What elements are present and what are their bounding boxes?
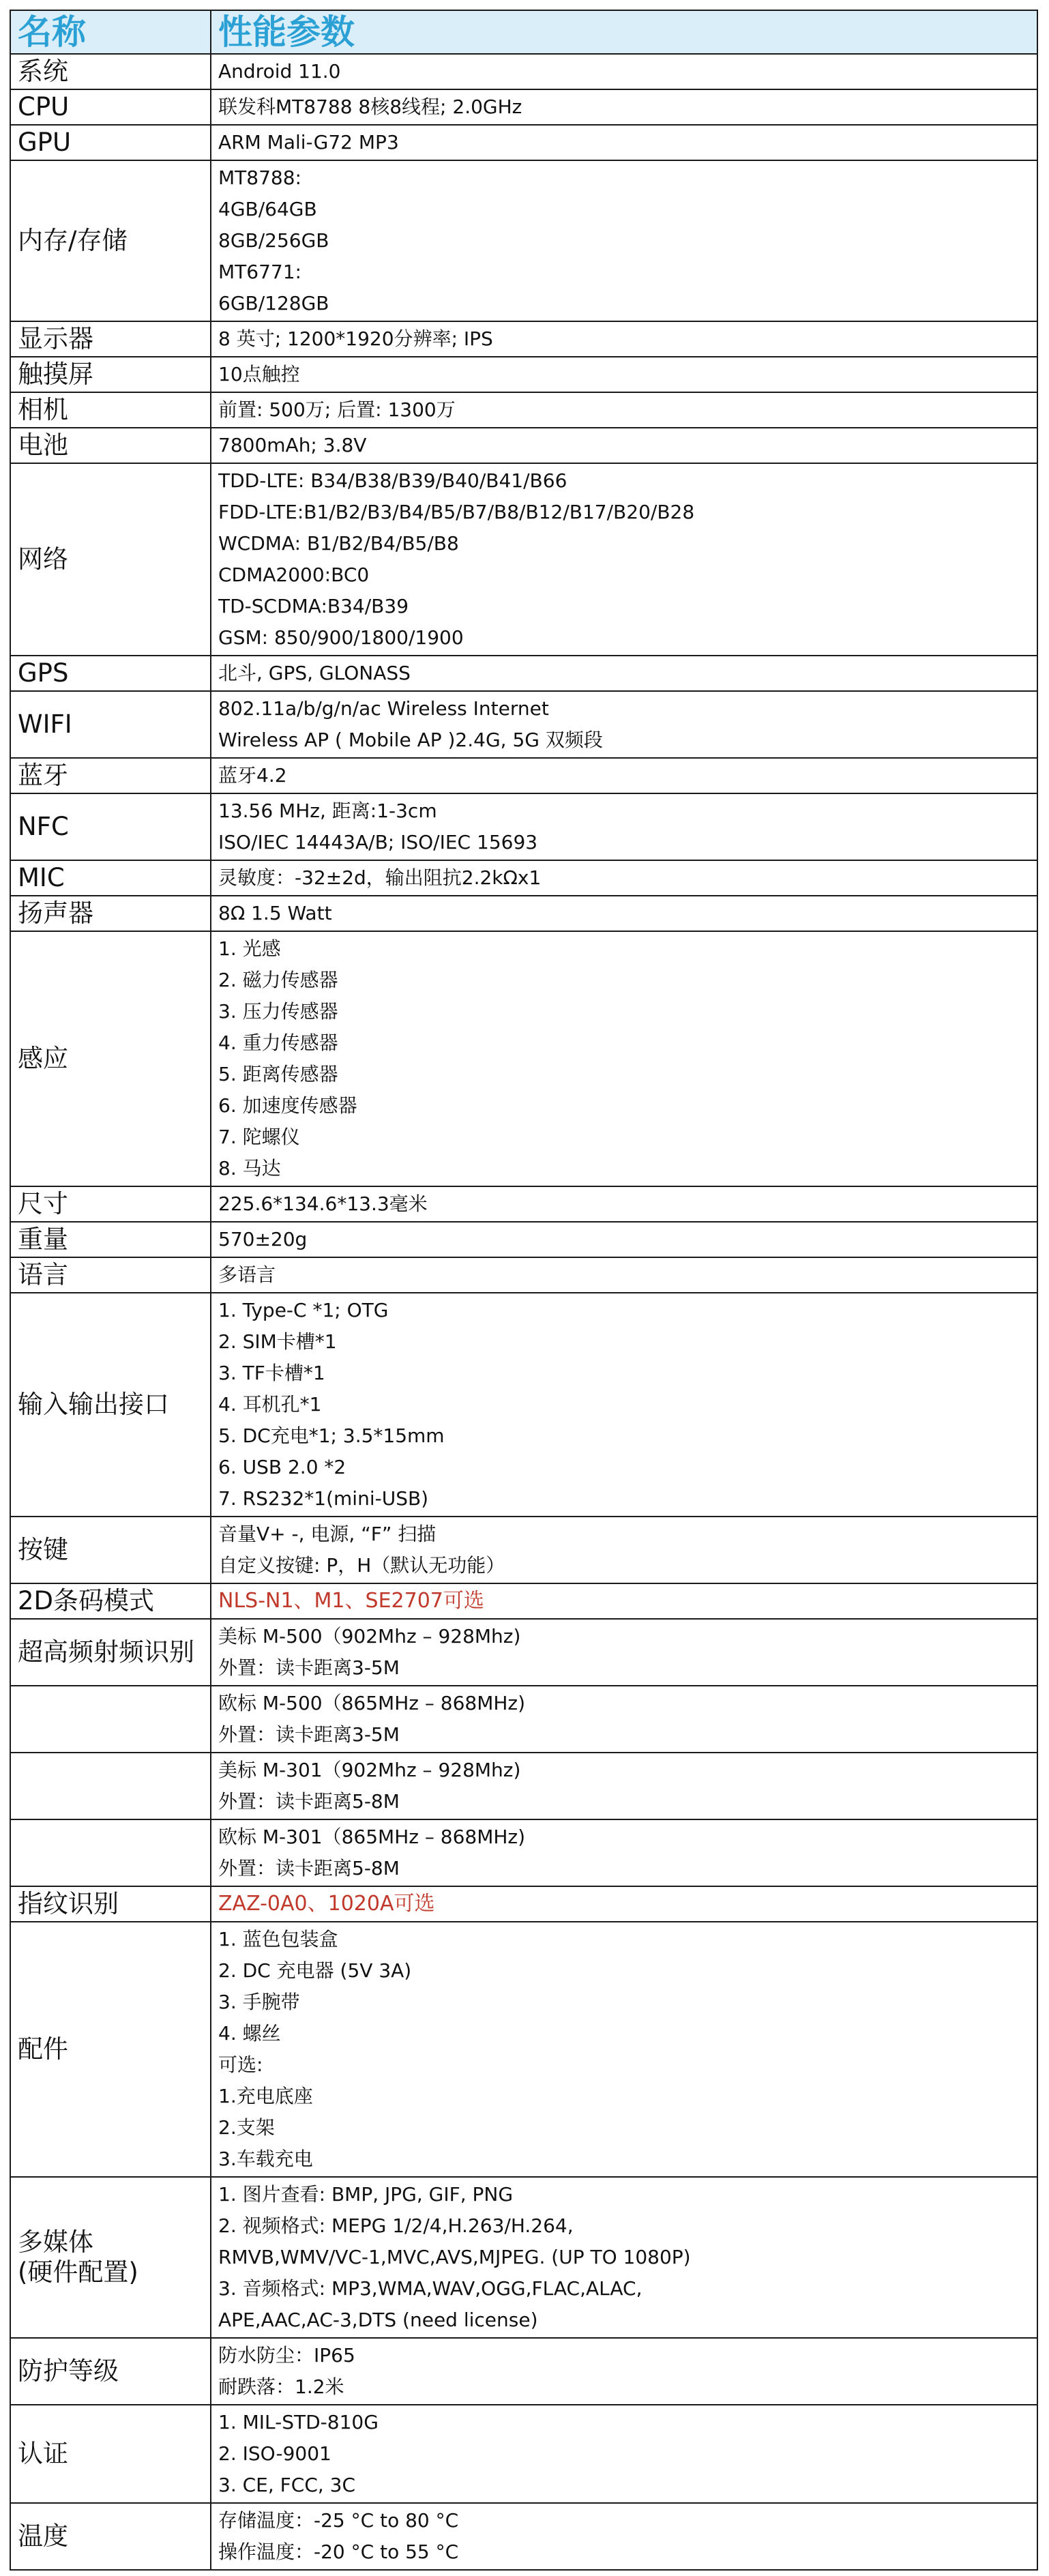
spec-name-cell: 系统 — [10, 54, 211, 89]
spec-value-cell — [211, 2338, 1037, 2405]
spec-value-cell — [211, 1619, 1037, 1686]
spec-name-cell: 语言 — [10, 1257, 211, 1293]
spec-value-line: 10点触控 — [218, 363, 300, 385]
spec-value-line: 3. 压力传感器 — [218, 1000, 338, 1023]
spec-value-line: RMVB,WMV/VC-1,MVC,AVS,MJPEG. (UP TO 1080P) — [218, 2246, 691, 2268]
spec-value-line: 8Ω 1.5 Watt — [218, 902, 332, 924]
spec-value-line: 2. 磁力传感器 — [218, 969, 338, 991]
table-row — [10, 463, 1037, 656]
table-row — [10, 1886, 1037, 1922]
spec-name-cell: 感应 — [10, 931, 211, 1186]
header-name-cell: 名称 — [10, 10, 211, 54]
spec-value-line: 多语言 — [218, 1263, 276, 1286]
spec-value-line: 3. TF卡槽*1 — [218, 1362, 325, 1384]
spec-value-line: CDMA2000:BC0 — [218, 564, 370, 586]
spec-value-line: Android 11.0 — [218, 60, 341, 83]
spec-value-line: 8 英寸; 1200*1920分辨率; IPS — [218, 327, 493, 350]
spec-value-line: 外置：读卡距离5-8M — [218, 1790, 400, 1813]
spec-name-cell — [10, 1819, 211, 1886]
table-row — [10, 758, 1037, 793]
spec-value-line: ZAZ-0A0、1020A可选 — [218, 1892, 435, 1916]
spec-value-cell — [211, 321, 1037, 357]
spec-name-cell: 防护等级 — [10, 2338, 211, 2405]
spec-name-cell: 扬声器 — [10, 896, 211, 931]
spec-name-cell: 输入输出接口 — [10, 1293, 211, 1517]
spec-value-line: 4. 耳机孔*1 — [218, 1393, 322, 1416]
table-row — [10, 428, 1037, 463]
spec-value-cell — [211, 1257, 1037, 1293]
spec-value-cell — [211, 1886, 1037, 1922]
table-row — [10, 1222, 1037, 1257]
spec-value-cell — [211, 2405, 1037, 2503]
spec-name-cell: 指纹识别 — [10, 1886, 211, 1922]
spec-value-line: 蓝牙4.2 — [218, 764, 287, 787]
spec-value-line: 570±20g — [218, 1228, 308, 1250]
spec-value-cell — [211, 392, 1037, 428]
spec-value-line: MT6771: — [218, 261, 301, 283]
spec-value-line: 外置：读卡距离5-8M — [218, 1857, 400, 1879]
spec-value-line: 7. RS232*1(mini-USB) — [218, 1487, 429, 1510]
spec-name-cell: 按键 — [10, 1517, 211, 1583]
table-row — [10, 691, 1037, 758]
spec-value-line: 音量V+ -, 电源, “F” 扫描 — [218, 1523, 437, 1545]
table-row — [10, 896, 1037, 931]
spec-name-cell: 2D条码模式 — [10, 1583, 211, 1619]
table-row — [10, 1922, 1037, 2177]
table-row — [10, 656, 1037, 691]
spec-value-line: 3. CE, FCC, 3C — [218, 2474, 356, 2496]
table-row — [10, 160, 1037, 321]
spec-value-line: 3. 音频格式: MP3,WMA,WAV,OGG,FLAC,ALAC, — [218, 2277, 642, 2300]
spec-value-line: 1. 图片查看: BMP, JPG, GIF, PNG — [218, 2183, 514, 2206]
spec-name-cell — [10, 1753, 211, 1819]
spec-name-cell: MIC — [10, 860, 211, 896]
spec-name-cell — [10, 1686, 211, 1753]
spec-value-line: 4. 螺丝 — [218, 2022, 281, 2045]
spec-value-line: 6. USB 2.0 *2 — [218, 1456, 346, 1478]
spec-table — [10, 10, 1038, 2571]
spec-value-line: 2. DC 充电器 (5V 3A) — [218, 1959, 412, 1982]
spec-value-line: 3. 手腕带 — [218, 1991, 300, 2013]
spec-name-cell: 内存/存储 — [10, 160, 211, 321]
spec-value-line: 欧标 M-500（865MHz – 868MHz) — [218, 1692, 526, 1714]
table-row — [10, 54, 1037, 89]
spec-value-line: 7800mAh; 3.8V — [218, 434, 367, 456]
spec-value-line: 外置：读卡距离3-5M — [218, 1723, 400, 1746]
spec-value-cell — [211, 2503, 1037, 2570]
table-row — [10, 2405, 1037, 2503]
spec-value-cell — [211, 54, 1037, 89]
spec-value-line: 5. 距离传感器 — [218, 1063, 338, 1085]
spec-value-cell — [211, 1583, 1037, 1619]
spec-value-line: 联发科MT8788 8核8线程; 2.0GHz — [218, 96, 522, 118]
table-row — [10, 2503, 1037, 2570]
spec-value-line: 1.充电底座 — [218, 2085, 313, 2107]
spec-name-cell: 超高频射频识别 — [10, 1619, 211, 1686]
spec-value-line: 可选: — [218, 2053, 263, 2076]
spec-name-cell: 重量 — [10, 1222, 211, 1257]
spec-value-line: 1. 光感 — [218, 937, 281, 960]
spec-value-line: 4. 重力传感器 — [218, 1031, 338, 1054]
spec-value-line: 8. 马达 — [218, 1157, 281, 1180]
table-body — [10, 54, 1037, 2570]
spec-value-line: 3.车载充电 — [218, 2148, 313, 2170]
spec-name-cell: 配件 — [10, 1922, 211, 2177]
spec-value-cell — [211, 160, 1037, 321]
spec-value-line: 7. 陀螺仪 — [218, 1126, 300, 1148]
spec-value-cell — [211, 758, 1037, 793]
spec-value-cell — [211, 2177, 1037, 2338]
spec-value-line: 美标 M-500（902Mhz – 928Mhz) — [218, 1625, 521, 1648]
table-row — [10, 931, 1037, 1186]
table-row — [10, 1686, 1037, 1753]
spec-value-line: 耐跌落：1.2米 — [218, 2375, 344, 2398]
header-row — [10, 10, 1037, 54]
table-row — [10, 1186, 1037, 1222]
spec-value-line: 美标 M-301（902Mhz – 928Mhz) — [218, 1759, 521, 1781]
spec-name-line: 多媒体 — [18, 2227, 93, 2257]
spec-value-line: 8GB/256GB — [218, 229, 329, 252]
spec-value-line: 2.支架 — [218, 2116, 275, 2139]
spec-name-cell: 温度 — [10, 2503, 211, 2570]
table-row — [10, 357, 1037, 392]
spec-value-cell — [211, 125, 1037, 160]
spec-value-line: Wireless AP ( Mobile AP )2.4G, 5G 双频段 — [218, 729, 603, 751]
spec-value-line: 2. ISO-9001 — [218, 2442, 331, 2465]
spec-name-cell: NFC — [10, 793, 211, 860]
spec-value-cell — [211, 860, 1037, 896]
spec-value-line: 6. 加速度传感器 — [218, 1094, 357, 1117]
table-row — [10, 793, 1037, 860]
spec-value-cell — [211, 1517, 1037, 1583]
spec-name-cell: GPS — [10, 656, 211, 691]
spec-name-cell: 相机 — [10, 392, 211, 428]
table-row — [10, 392, 1037, 428]
table-row — [10, 321, 1037, 357]
spec-value-line: WCDMA: B1/B2/B4/B5/B8 — [218, 532, 459, 555]
spec-value-line: 北斗, GPS, GLONASS — [218, 662, 411, 684]
spec-name-cell: 蓝牙 — [10, 758, 211, 793]
spec-value-line: 灵敏度：-32±2d，输出阻抗2.2kΩx1 — [218, 866, 542, 889]
spec-value-line: 13.56 MHz, 距离:1-3cm — [218, 800, 437, 822]
spec-name-cell: 网络 — [10, 463, 211, 656]
table-row — [10, 1819, 1037, 1886]
spec-name-cell: 显示器 — [10, 321, 211, 357]
spec-name-cell: GPU — [10, 125, 211, 160]
table-row — [10, 860, 1037, 896]
spec-value-line: 6GB/128GB — [218, 292, 329, 314]
spec-value-line: TDD-LTE: B34/B38/B39/B40/B41/B66 — [218, 469, 567, 492]
spec-name-cell: CPU — [10, 89, 211, 125]
spec-value-cell — [211, 1753, 1037, 1819]
spec-value-line: GSM: 850/900/1800/1900 — [218, 626, 464, 649]
spec-value-line: 802.11a/b/g/n/ac Wireless Internet — [218, 697, 549, 720]
header-params-cell: 性能参数 — [211, 10, 1037, 54]
spec-name-cell: 触摸屏 — [10, 357, 211, 392]
spec-value-line: 1. Type-C *1; OTG — [218, 1299, 389, 1321]
spec-value-cell — [211, 89, 1037, 125]
spec-name-cell — [10, 2177, 211, 2338]
spec-name-cell: 电池 — [10, 428, 211, 463]
spec-value-line: 外置：读卡距离3-5M — [218, 1656, 400, 1679]
spec-value-line: 前置: 500万; 后置: 1300万 — [218, 398, 456, 421]
spec-value-line: 1. 蓝色包装盒 — [218, 1928, 338, 1950]
spec-value-line: 4GB/64GB — [218, 198, 317, 220]
spec-value-line: 2. 视频格式: MEPG 1/2/4,H.263/H.264, — [218, 2214, 574, 2237]
spec-value-cell — [211, 1293, 1037, 1517]
spec-value-cell — [211, 428, 1037, 463]
spec-name-cell: 认证 — [10, 2405, 211, 2503]
spec-value-line: 欧标 M-301（865MHz – 868MHz) — [218, 1826, 526, 1848]
spec-value-line: 225.6*134.6*13.3毫米 — [218, 1192, 428, 1215]
spec-value-cell — [211, 1686, 1037, 1753]
spec-value-line: 1. MIL-STD-810G — [218, 2411, 379, 2433]
spec-value-line: NLS-N1、M1、SE2707可选 — [218, 1589, 484, 1613]
table-row — [10, 1619, 1037, 1686]
table-row — [10, 89, 1037, 125]
spec-value-cell — [211, 463, 1037, 656]
table-row — [10, 1257, 1037, 1293]
spec-name-cell: 尺寸 — [10, 1186, 211, 1222]
table-row — [10, 1293, 1037, 1517]
table-row — [10, 2338, 1037, 2405]
spec-value-cell — [211, 656, 1037, 691]
spec-value-cell — [211, 1186, 1037, 1222]
spec-value-cell — [211, 896, 1037, 931]
spec-value-cell — [211, 1222, 1037, 1257]
spec-value-line: TD-SCDMA:B34/B39 — [218, 595, 409, 617]
table-row — [10, 1517, 1037, 1583]
spec-value-line: APE,AAC,AC-3,DTS (need license) — [218, 2309, 538, 2331]
spec-value-line: 操作温度：-20 °C to 55 °C — [218, 2541, 459, 2563]
spec-value-line: ARM Mali-G72 MP3 — [218, 131, 399, 153]
spec-name-line: (硬件配置) — [18, 2257, 138, 2287]
spec-value-line: MT8788: — [218, 166, 301, 189]
spec-value-line: ISO/IEC 14443A/B; ISO/IEC 15693 — [218, 831, 538, 853]
spec-value-line: 2. SIM卡槽*1 — [218, 1330, 337, 1353]
spec-value-line: 5. DC充电*1; 3.5*15mm — [218, 1424, 445, 1447]
table-row — [10, 2177, 1037, 2338]
spec-value-line: FDD-LTE:B1/B2/B3/B4/B5/B7/B8/B12/B17/B20/B28 — [218, 501, 695, 523]
spec-value-line: 存储温度：-25 °C to 80 °C — [218, 2509, 459, 2532]
spec-name-cell: WIFI — [10, 691, 211, 758]
spec-value-cell — [211, 793, 1037, 860]
spec-value-cell — [211, 357, 1037, 392]
table-row — [10, 125, 1037, 160]
table-header — [10, 10, 1037, 54]
spec-value-line: 防水防尘：IP65 — [218, 2344, 355, 2367]
spec-value-cell — [211, 691, 1037, 758]
table-row — [10, 1583, 1037, 1619]
table-row — [10, 1753, 1037, 1819]
spec-value-cell — [211, 1922, 1037, 2177]
spec-value-line: 自定义按键: P，H（默认无功能） — [218, 1554, 505, 1577]
spec-value-cell — [211, 1819, 1037, 1886]
spec-value-cell — [211, 931, 1037, 1186]
